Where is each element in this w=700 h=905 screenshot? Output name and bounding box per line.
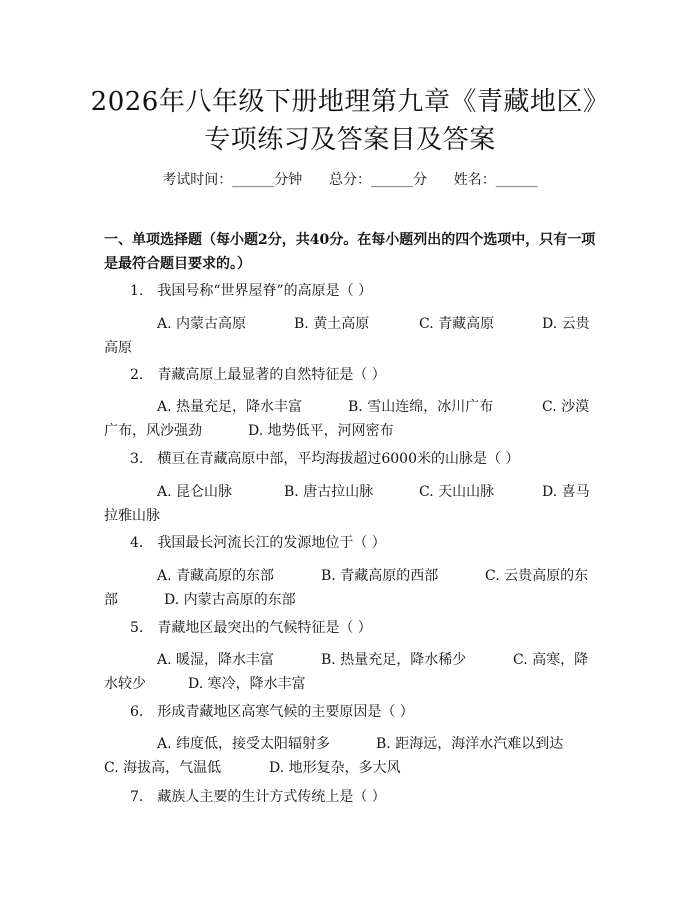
time-label: 考试时间：: [162, 172, 233, 188]
document-title-line2: 专项练习及答案目及答案: [204, 125, 496, 155]
q4-option-d: D. 内蒙古高原的东部: [164, 592, 296, 608]
q5-option-b: B. 热量充足，降水稀少: [321, 652, 467, 668]
question-5-stem: 5. 青藏地区最突出的气候特征是（ ）: [130, 620, 372, 636]
question-6-options: [104, 732, 604, 780]
q1-option-b: B. 黄土高原: [294, 316, 370, 332]
question-5-options: [104, 648, 604, 696]
question-1-stem: 1. 我国号称“世界屋脊”的高原是（ ）: [130, 283, 373, 299]
name-label: 姓名：: [453, 172, 496, 188]
q3-option-b: B. 唐古拉山脉: [284, 484, 374, 500]
question-4-options: [104, 564, 604, 612]
question-2-stem: 2. 青藏高原上最显著的自然特征是（ ）: [130, 367, 386, 383]
q1-option-c: C. 青藏高原: [419, 316, 495, 332]
q3-option-d: D. 喜马: [542, 484, 590, 500]
q5-option-a: A. 暖湿，降水丰富: [157, 652, 275, 668]
q5-option-c-cont: 水较少: [104, 676, 146, 692]
question-stem: [104, 448, 604, 470]
question-2-options: [104, 395, 604, 443]
question-stem: [104, 364, 604, 386]
q4-option-c: C. 云贵高原的东: [485, 568, 589, 584]
q2-option-d: D. 地势低平，河网密布: [248, 423, 394, 439]
q6-option-b: B. 距海远，海洋水汽难以到达: [376, 736, 564, 752]
time-unit: 分钟: [274, 172, 303, 188]
question-4-stem: 4. 我国最长河流长江的发源地位于（ ）: [130, 535, 386, 551]
q3-option-a: A. 昆仑山脉: [157, 484, 233, 500]
name-blank: ______: [495, 172, 538, 188]
question-stem: [104, 280, 604, 302]
q4-option-a: A. 青藏高原的东部: [157, 568, 275, 584]
q1-option-d: D. 云贵: [542, 316, 590, 332]
question-3-stem: 3. 横亘在青藏高原中部，平均海拔超过6000米的山脉是（ ）: [130, 451, 520, 467]
section-heading-line1: 一、单项选择题（每小题2分，共40分。在每小题列出的四个选项中，只有一项: [104, 232, 596, 248]
q6-option-d: D. 地形复杂，多大风: [269, 760, 401, 776]
question-stem: [104, 701, 604, 723]
question-stem: [104, 617, 604, 639]
question-6-stem: 6. 形成青藏地区高寒气候的主要原因是（ ）: [130, 704, 414, 720]
q1-option-a: A. 内蒙古高原: [157, 316, 247, 332]
document-title-line1: 2026年八年级下册地理第九章《青藏地区》: [90, 87, 610, 117]
question-stem: [104, 532, 604, 554]
score-unit: 分: [413, 172, 427, 188]
section-heading: [104, 228, 609, 276]
question-stem: [104, 786, 604, 808]
q3-option-d-cont: 拉雅山脉: [104, 508, 160, 524]
q4-option-b: B. 青藏高原的西部: [321, 568, 439, 584]
q3-option-c: C. 天山山脉: [419, 484, 495, 500]
q5-option-c: C. 高寒，降: [513, 652, 589, 668]
score-blank: ______: [371, 172, 413, 188]
q6-option-c: C. 海拔高，气温低: [104, 760, 222, 776]
q2-option-a: A. 热量充足，降水丰富: [157, 399, 303, 415]
q5-option-d: D. 寒冷，降水丰富: [188, 676, 306, 692]
question-3-options: [104, 480, 604, 528]
q2-option-c: C. 沙漠: [542, 399, 590, 415]
q6-option-a: A. 纬度低，接受太阳辐射多: [157, 736, 331, 752]
exam-info: [0, 169, 700, 189]
section-heading-line2: 是最符合题目要求的。）: [104, 256, 251, 272]
time-blank: ______: [232, 172, 275, 188]
q1-option-d-cont: 高原: [104, 340, 132, 356]
question-7-stem: 7. 藏族人主要的生计方式传统上是（ ）: [130, 789, 386, 805]
score-label: 总分：: [329, 172, 371, 188]
q2-option-b: B. 雪山连绵，冰川广布: [348, 399, 494, 415]
q2-option-c-cont: 广布，风沙强劲: [104, 423, 202, 439]
q4-option-c-cont: 部: [104, 592, 118, 608]
question-1-options: [104, 312, 604, 360]
